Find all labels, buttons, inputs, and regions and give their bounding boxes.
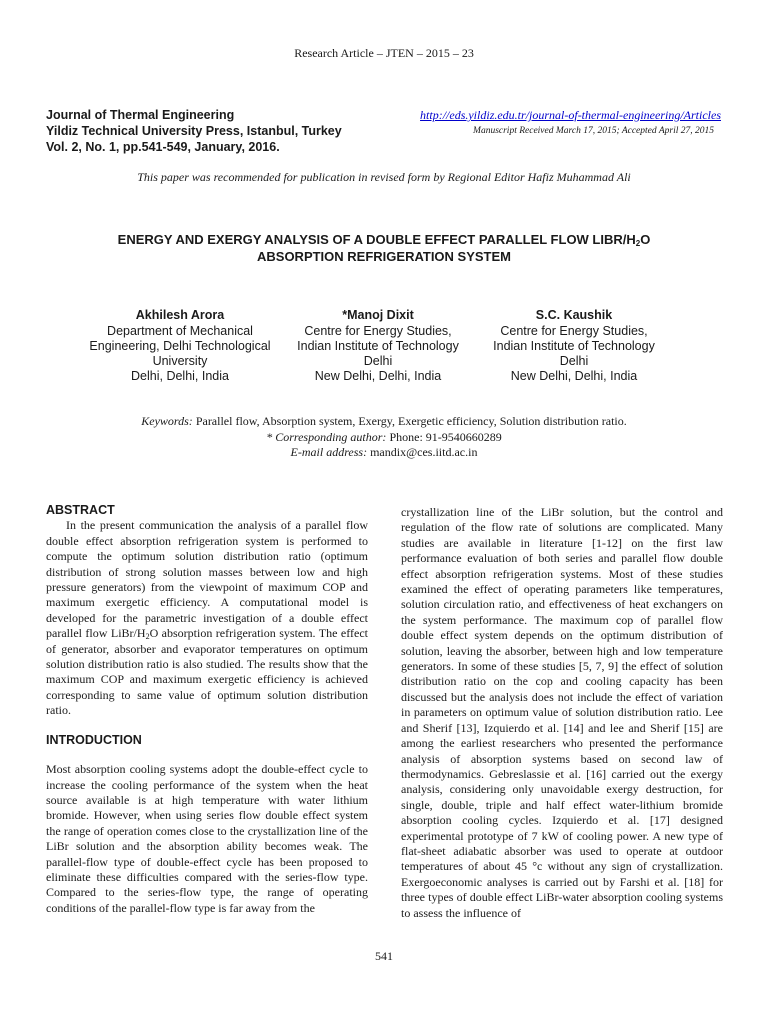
author-affiliation-line: Delhi, Delhi, India bbox=[131, 369, 229, 383]
abstract-text: In the present communication the analysis of a parallel flow double effect absorption refrigeration system is performed to compute the optimum solution distribution ratio (optimum distribution of strong solution masses between low and high pressure generators) from the viewpoint of maximum COP and maximum exergetic efficiency. A computational model is developed for the parametric investigation of a double effect parallel flow LiBr/H bbox=[46, 518, 368, 641]
author-block bbox=[80, 308, 280, 384]
keywords-label: Keywords: bbox=[141, 414, 193, 428]
right-column bbox=[401, 505, 723, 921]
author-affiliation-line: Centre for Energy Studies, bbox=[500, 324, 648, 338]
abstract-subscript: 2 bbox=[145, 632, 150, 642]
author-affiliation-line: Delhi bbox=[559, 354, 589, 368]
title-subscript: 2 bbox=[635, 239, 641, 248]
email-address: mandix@ces.iitd.ac.in bbox=[367, 445, 478, 459]
author-affiliation-line: University bbox=[152, 354, 208, 368]
introduction-paragraph: Most absorption cooling systems adopt the double-effect cycle to increase the cooling performance of the system when the heat source available is at high temperature with water lithium bromide. However, when using series flow double effect system the range of operation comes close to the crystallization line of the LiBr solution and the absorption ability becomes weak. The parallel-flow type of double-effect cycle has been proposed to eliminate these difficulties compared with the series-flow type. Compared to the series-flow type, the range of operating conditions of the parallel-flow type is far away from the bbox=[46, 762, 368, 915]
abstract-text-cont: O absorption refrigeration system. The effect of generator, absorber and evaporator temperatures on optimum solution distribution ratio is also studied. The results show that the maximum COP and maximum exergetic efficiency is achieved corresponding to same value of optimum solution distribution ratio. bbox=[46, 626, 369, 718]
abstract-paragraph bbox=[46, 518, 368, 718]
paper-title-line-2: ABSORPTION REFRIGERATION SYSTEM bbox=[257, 249, 511, 264]
author-affiliation-line: New Delhi, Delhi, India bbox=[314, 369, 442, 383]
author-affiliation-line: Engineering, Delhi Technological bbox=[89, 339, 271, 353]
manuscript-dates: Manuscript Received March 17, 2015; Accepted April 27, 2015 bbox=[473, 126, 714, 136]
corresponding-phone: Phone: 91-9540660289 bbox=[386, 430, 502, 444]
author-block bbox=[278, 308, 478, 384]
author-affiliation-line: New Delhi, Delhi, India bbox=[510, 369, 638, 383]
author-name: *Manoj Dixit bbox=[342, 308, 414, 322]
author-block bbox=[474, 308, 674, 384]
paper-title-line-1 bbox=[0, 232, 768, 247]
journal-volume: Vol. 2, No. 1, pp.541-549, January, 2016. bbox=[46, 140, 280, 154]
title-text-1b: O bbox=[640, 232, 651, 247]
author-name: Akhilesh Arora bbox=[135, 308, 225, 322]
corresponding-label: * Corresponding author: bbox=[266, 430, 387, 444]
author-name: S.C. Kaushik bbox=[535, 308, 613, 322]
keywords bbox=[0, 414, 768, 429]
email-line bbox=[0, 445, 768, 460]
author-affiliation-line: Department of Mechanical bbox=[107, 324, 253, 338]
abstract-heading: ABSTRACT bbox=[46, 503, 115, 517]
email-label: E-mail address: bbox=[290, 445, 368, 459]
running-head: Research Article – JTEN – 2015 – 23 bbox=[294, 46, 474, 60]
introduction-heading: INTRODUCTION bbox=[46, 732, 142, 747]
journal-name: Journal of Thermal Engineering bbox=[46, 108, 235, 122]
author-affiliation-line: Delhi bbox=[363, 354, 393, 368]
author-affiliation-line: Indian Institute of Technology bbox=[493, 339, 655, 353]
left-column bbox=[46, 503, 368, 916]
journal-publisher: Yildiz Technical University Press, Istanbul, Turkey bbox=[46, 124, 342, 138]
corresponding-author bbox=[0, 430, 768, 445]
editor-recommendation: This paper was recommended for publication in revised form by Regional Editor Hafiz Muhammad Ali bbox=[137, 170, 631, 184]
title-text-1: ENERGY AND EXERGY ANALYSIS OF A DOUBLE EFFECT PARALLEL FLOW LIBR/H bbox=[117, 232, 636, 247]
author-affiliation-line: Indian Institute of Technology bbox=[297, 339, 459, 353]
keywords-text: Parallel flow, Absorption system, Exergy, Exergetic efficiency, Solution distribution ratio. bbox=[192, 414, 627, 428]
journal-url-link[interactable]: http://eds.yildiz.edu.tr/journal-of-thermal-engineering/Articles bbox=[420, 108, 721, 122]
author-affiliation-line: Centre for Energy Studies, bbox=[304, 324, 452, 338]
right-column-paragraph: crystallization line of the LiBr solution, but the control and regulation of the flow rate of solutions are complicated. Many studies are available in literature [1-12] on the first law performance evaluation of both series and parallel flow double effect absorption refrigeration systems. Most of these studies examined the effect of operating parameters like temperatures, solution circulation ratio, and effectiveness of heat exchangers on the system performance. The maximum cop of parallel flow double effect system depends on the optimum distribution of solution, leaving the absorber, between high and low temperature generators. In some of these studies [5, 7, 9] the effect of solution distribution ratio on the cop and cooling capacity has been discussed but the analysis does not include the effect of variation in parameters on optimum value of solution distribution ratio. Lee and Sherif [13], Izquierdo et al. [14] and lee and Sherif [15] are among the earliest researchers who presented the performance analysis of absorption systems based on second law of thermodynamics. Gebreslassie et al. [16] carried out the exergy analysis, considering only unavoidable exergy destruction, for single, double, triple and half effect water-lithium bromide absorption cooling cycles. Izquierdo et al. [17] designed experimental prototype of 7 kW of cooling power. A new type of flat-sheet adiabatic absorber was used to operate at outdoor temperatures of about 45 °c without any sign of crystallization. Exergoeconomic analyses is carried out by Farshi et al. [18] for three types of double effect LiBr-water absorption cooling systems to assess the influence of bbox=[401, 505, 723, 920]
page-number: 541 bbox=[375, 949, 393, 963]
